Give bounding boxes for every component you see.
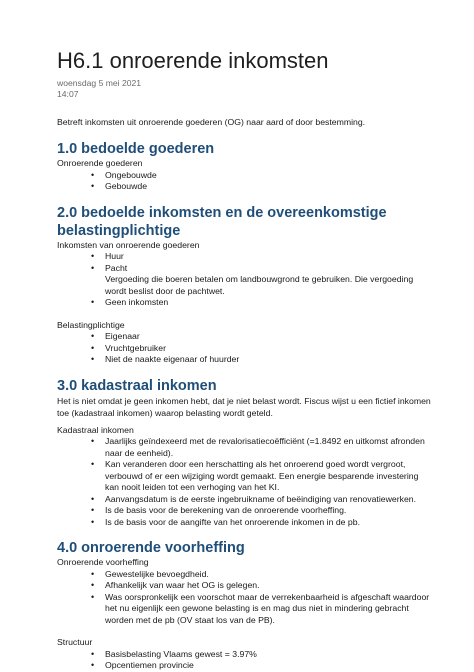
section-3-label: Kadastraal inkomen — [57, 424, 134, 435]
list-item: • Kan veranderen door een herschatting als het onroerend goed wordt vergroot, verbouwd of er een wijziging wordt gemaakt. Een energie besparende investering kan nooit leiden tot een verhoging van het KI. — [105, 459, 434, 494]
list-item: • Huur — [105, 251, 434, 263]
pacht-note: Vergoeding die boeren betalen om landbouwgrond te gebruiken. Die vergoeding wordt beslist door de pachtwet. — [105, 274, 414, 296]
list-item: • Aanvangsdatum is de eerste ingebruikname of beëindiging van renovatiewerken. — [105, 494, 434, 506]
section-4-list — [57, 569, 434, 627]
note-date: woensdag 5 mei 2021 — [57, 78, 142, 88]
section-4-label: Onroerende voorheffing — [57, 557, 149, 567]
section-2-list-2 — [57, 331, 434, 366]
list-item: • Afhankelijk van waar het OG is gelegen. — [105, 580, 434, 592]
intro-text: Betreft inkomsten uit onroerende goederen (OG) naar aard of door bestemming. — [57, 117, 366, 127]
section-3-paragraph: Het is niet omdat je geen inkomen hebt, dat je niet belast wordt. Fiscus wijst u een fictief inkomen toe (kadastraal inkomen) waarop belasting wordt geteld. — [57, 395, 431, 418]
list-item: • Niet de naakte eigenaar of huurder — [105, 354, 434, 366]
section-heading-4: 4.0 onroerende voorheffing — [57, 540, 245, 556]
section-heading-1: 1.0 bedoelde goederen — [57, 141, 215, 157]
section-2-list-cont — [57, 297, 434, 309]
list-item: • Opcentiemen provincie — [105, 660, 434, 672]
list-item: • Is de basis voor de berekening van de onroerende voorheffing. — [105, 505, 434, 517]
list-item: • Eigenaar — [105, 331, 434, 343]
section-2-list — [57, 251, 434, 274]
note-time: 14:07 — [57, 89, 79, 99]
list-item: • Vruchtgebruiker — [105, 343, 434, 355]
list-item: • Jaarlijks geïndexeerd met de revalorisatiecoëfficiënt (=1.8492 en uitkomst afronden naar de eenheid). — [105, 436, 434, 459]
section-heading-2: 2.0 bedoelde inkomsten en de overeenkomstige belastingplichtige — [57, 204, 387, 239]
list-item: • Basisbelasting Vlaams gewest = 3.97% — [105, 649, 434, 661]
section-1-list — [57, 170, 434, 193]
section-2-label-2: Belastingplichtige — [57, 319, 125, 330]
section-4-list-2 — [57, 649, 434, 672]
list-item: • Is de basis voor de aangifte van het onroerende inkomen in de pb. — [105, 517, 434, 529]
section-2-label: Inkomsten van onroerende goederen — [57, 239, 200, 250]
section-1-label: Onroerende goederen — [57, 158, 143, 168]
section-3-list — [57, 436, 434, 528]
list-item: • Ongebouwde — [105, 170, 434, 182]
list-item: • Gebouwde — [105, 181, 434, 193]
list-item: • Was oorspronkelijk een voorschot maar de verrekenbaarheid is afgeschaft waardoor het nu eigenlijk een gewone belasting is en mag dus niet in mindering gebracht worden met de pb (OV staat los van de PB). — [105, 592, 434, 627]
list-item: • Pacht — [105, 263, 434, 275]
section-heading-3: 3.0 kadastraal inkomen — [57, 377, 217, 394]
list-item: • Gewestelijke bevoegdheid. — [105, 569, 434, 581]
section-4-label-2: Structuur — [57, 637, 93, 647]
page-title: H6.1 onroerende inkomsten — [57, 48, 329, 73]
list-item: • Geen inkomsten — [105, 297, 434, 309]
